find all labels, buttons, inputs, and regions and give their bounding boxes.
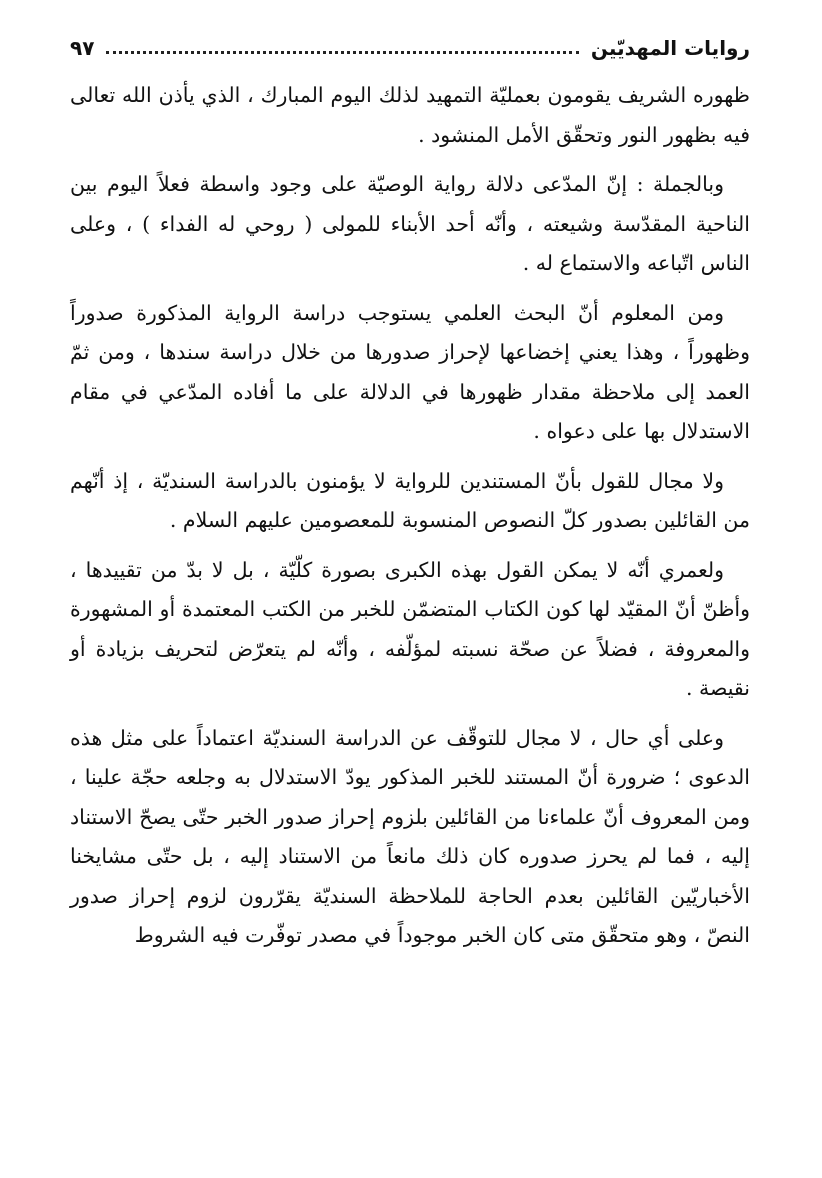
page-number: ٩٧ [70,36,95,60]
paragraph: وبالجملة : إنّ المدّعى دلالة رواية الوصيّة على وجود واسطة فعلاً اليوم بين الناحية المقدّسة وشيعته ، وأنّه أحد الأبناء للمولى ( روحي له الفداء ) ، وعلى الناس اتّباعه والاستماع له . [70,172,750,275]
paragraph: وعلى أي حال ، لا مجال للتوقّف عن الدراسة السنديّة اعتماداً على مثل هذه الدعوى ؛ ضرورة أنّ المستند للخبر المذكور يودّ الاستدلال به وجلعه حجّة علينا ، ومن المعروف أنّ علماءنا من القائلين بلزوم إحراز صدور الخبر حتّى يصحّ الاستناد إليه ، فما لم يحرز صدوره كان ذلك مانعاً من الاستناد إليه ، بل حتّى مشايخنا الأخباريّين القائلين بعدم الحاجة للملاحظة السنديّة يقرّرون لزوم إحراز صدور النصّ ، وهو متحقّق متى كان الخبر موجوداً في مصدر توفّرت فيه الشروط [70,725,750,947]
running-header [70,30,750,66]
header-dot-leader [106,51,578,54]
paragraph: ظهوره الشريف يقومون بعمليّة التمهيد لذلك اليوم المبارك ، الذي يأذن الله تعالى فيه بظهور النور وتحقّق الأمل المنشود . [70,83,750,147]
paragraph: ومن المعلوم أنّ البحث العلمي يستوجب دراسة الرواية المذكورة صدوراً وظهوراً ، وهذا يعني إخضاعها لإحراز صدورها من خلال دراسة سندها ، ومن ثمّ العمد إلى ملاحظة مقدار ظهورها في الدلالة على ما أفاده المدّعي في مقام الاستدلال بها على دعواه . [70,300,750,443]
paragraph: ولا مجال للقول بأنّ المستندين للرواية لا يؤمنون بالدراسة السنديّة ، إذ أنّهم من القائلين بصدور كلّ النصوص المنسوبة للمعصومين عليهم السلام . [70,468,750,532]
body-text [70,76,750,966]
paragraph: ولعمري أنّه لا يمكن القول بهذه الكبرى بصورة كلّيّة ، بل لا بدّ من تقييدها ، وأظنّ أنّ المقيّد لها كون الكتاب المتضمّن للخبر من الكتب المعتمدة أو المشهورة والمعروفة ، فضلاً عن صحّة نسبته لمؤلّفه ، وأنّه لم يتعرّض لتحريف بزيادة أو نقيصة . [70,557,750,700]
book-title: روايات المهديّين [590,36,750,60]
